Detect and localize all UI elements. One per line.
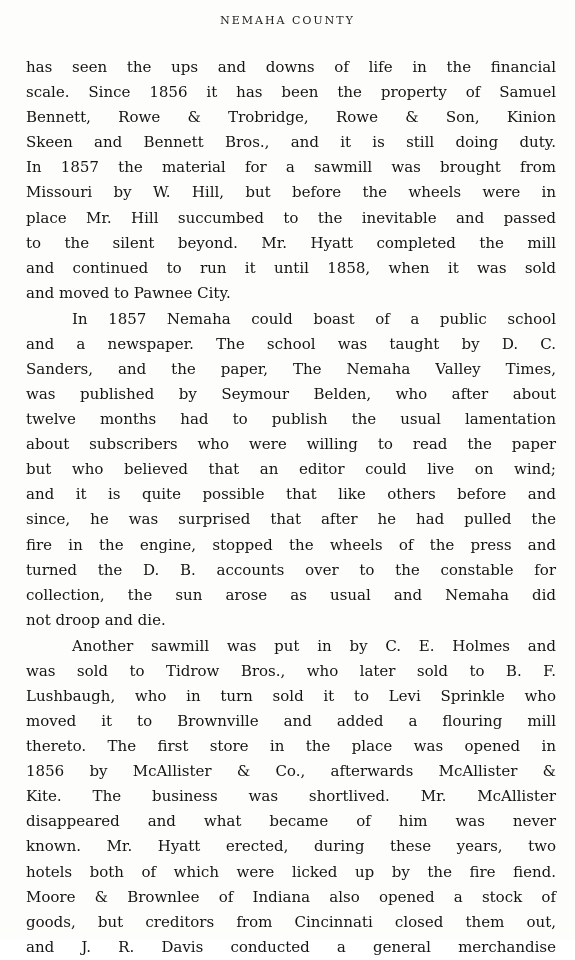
text-line: to the silent beyond. Mr. Hyatt completed the mill [26,233,556,252]
text-line: Missouri by W. Hill, but before the wheels were in [26,183,556,202]
text-line: Skeen and Bennett Bros., and it is still doing duty. [26,133,556,152]
text-line: was published by Seymour Belden, who after about [26,384,556,403]
text-line: known. Mr. Hyatt erected, during these years, two [26,837,556,856]
text-line: and continued to run it until 1858, when it was sold [26,258,556,277]
text-line: Bennett, Rowe & Trobridge, Rowe & Son, Kinion [26,108,556,127]
text-line: scale. Since 1856 it has been the property of Samuel [26,83,556,102]
text-line: has seen the ups and downs of life in the financial [26,58,556,76]
text-line: since, he was surprised that after he had pulled the [26,510,556,529]
text-line: and it is quite possible that like others before and [26,485,556,504]
text-line: Kite. The business was shortlived. Mr. McAllister [26,787,556,806]
text-line: and a newspaper. The school was taught by D. C. [26,334,556,353]
paragraph-2 [26,307,556,633]
text-line: place Mr. Hill succumbed to the inevitable and passed [26,208,556,227]
text-line: was sold to Tidrow Bros., who later sold to B. F. [26,661,556,680]
paragraph-1 [26,55,556,306]
text-line: and J. R. Davis conducted a general merchandise [26,937,556,956]
text-line: Moore & Brownlee of Indiana also opened a stock of [26,887,556,906]
text-line: goods, but creditors from Cincinnati closed them out, [26,912,556,931]
text-line: disappeared and what became of him was never [26,812,556,831]
paragraph-3 [26,634,556,960]
text-line: In 1857 the material for a sawmill was brought from [26,158,556,177]
body-text [26,55,556,960]
text-line: hotels both of which were licked up by the fire fiend. [26,862,556,881]
text-line: turned the D. B. accounts over to the constable for [26,560,556,579]
text-line: collection, the sun arose as usual and Nemaha did [26,585,556,604]
text-line: Sanders, and the paper, The Nemaha Valley Times, [26,359,556,378]
text-line: In 1857 Nemaha could boast of a public school [72,309,556,328]
text-line: about subscribers who were willing to read the paper [26,435,556,454]
text-line: 1856 by McAllister & Co., afterwards McAllister & [26,762,556,781]
text-line: and moved to Pawnee City. [26,283,231,302]
text-line: twelve months had to publish the usual lamentation [26,410,556,429]
text-line: moved it to Brownville and added a flouring mill [26,711,556,730]
text-line: Another sawmill was put in by C. E. Holmes and [72,636,556,655]
text-line: not droop and die. [26,610,166,629]
text-line: fire in the engine, stopped the wheels of the press and [26,535,556,554]
running-header: NEMAHA COUNTY [220,14,355,27]
text-line: but who believed that an editor could live on wind; [26,460,556,479]
text-line: Lushbaugh, who in turn sold it to Levi Sprinkle who [26,686,556,705]
text-line: thereto. The first store in the place was opened in [26,737,556,756]
